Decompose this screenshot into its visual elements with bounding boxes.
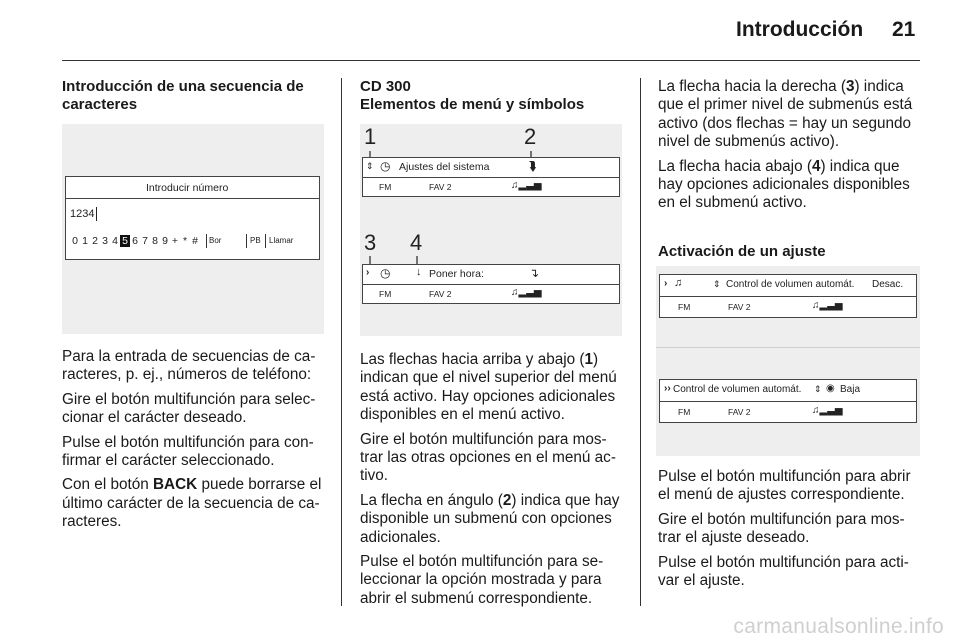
column-divider-1 [341,78,342,606]
character-list [70,235,200,247]
paragraph: Pulse el botón multifunción para acti- var el ajuste. [658,553,909,590]
character-option[interactable]: 3 [102,235,108,247]
paragraph: Con el botón BACK puede borrarse el último carácter de la secuencia de ca- racteres. [62,476,322,531]
page-title: Introducción [736,18,864,41]
music-signal-icon: ♫▂▃▅ [812,300,843,311]
display-screen [659,379,917,423]
character-option[interactable]: 6 [132,235,138,247]
column-3-body [658,468,934,596]
favourite-label: FAV 2 [728,407,751,417]
screen-separator [363,284,619,285]
menu-item-label: Control de volumen automát. [673,384,802,395]
figure-divider [656,347,920,348]
music-signal-icon: ♫▂▃▅ [511,287,542,298]
callout-1: 1 [364,124,377,149]
column-1 [62,78,326,114]
angled-arrow-icon: ⮯ [529,159,537,173]
paragraph: Para la entrada de secuencias de ca- racteres, p. ej., números de teléfono: [62,348,316,384]
paragraph: La flecha hacia la derecha (3) indica que el primer nivel de submenús está activo (dos flechas = hay un segundo nivel de submenús activo). [658,78,913,151]
paragraph: Pulse el botón multifunción para con- firmar el carácter seleccionado. [62,433,314,470]
paragraph: Pulse el botón multifunción para se- leccionar la opción mostrada y para abrir el submenú correspondiente. [360,553,604,607]
screen-title: Introducir número [146,182,229,194]
right-arrow-icon: › [664,278,668,289]
radio-selected-icon: ◉ [826,383,835,394]
paragraph: Gire el botón multifunción para mos- trar las otras opciones en el menú ac- tivo. [360,430,616,485]
music-signal-icon: ♫▂▃▅ [511,180,542,191]
figure-menu-symbols [360,124,622,336]
character-option[interactable]: # [192,235,198,247]
menu-item-label: Poner hora: [429,268,484,280]
down-arrow-icon: ↓ [416,266,422,278]
screen-separator [660,296,916,297]
section-heading: Introducción de una secuencia de caracteres [62,78,304,113]
paragraph: Gire el botón multifunción para mos- trar el ajuste deseado. [658,510,905,547]
paragraph: La flecha en ángulo (2) indica que hay disponible un submenú con opciones adicionales. [360,491,620,546]
softkey-delete[interactable]: Bor [206,234,221,248]
callout-4: 4 [410,230,423,255]
display-screen [362,157,620,197]
character-option[interactable]: 1 [82,235,88,247]
callout-2: 2 [524,124,537,149]
column-2-body [360,351,636,614]
display-screen [362,264,620,304]
character-option[interactable]: 2 [92,235,98,247]
screen-separator [66,198,319,199]
entered-digits: 1234 [70,207,97,221]
column-1-body [62,348,332,538]
header-rule [62,60,920,61]
page-number: 21 [892,18,916,41]
menu-item-label: Ajustes del sistema [399,161,490,173]
section-heading: Activación de un ajuste [658,243,826,260]
up-down-arrows-icon: ⇕ [713,279,721,289]
clock-icon: ◷ [380,159,391,173]
display-screen [65,176,320,260]
character-selected[interactable]: 5 [120,235,130,247]
band-label: FM [379,182,392,192]
display-screen [659,274,917,318]
column-3-top [658,78,928,219]
paragraph: La flecha hacia abajo (4) indica que hay opciones adicionales disponibles en el submenú activo. [658,157,910,212]
character-option[interactable]: 7 [142,235,148,247]
music-signal-icon: ♫▂▃▅ [812,405,843,416]
screen-separator [660,401,916,402]
setting-value: Desac. [872,279,904,290]
character-option[interactable]: 9 [162,235,168,247]
softkey-call[interactable]: Llamar [265,234,293,248]
favourite-label: FAV 2 [429,182,452,192]
music-note-icon: ♫ [674,277,683,289]
clock-icon: ◷ [380,266,391,280]
softkey-phonebook[interactable]: PB [246,234,261,248]
menu-item-label: Control de volumen automát. [726,279,855,290]
character-option[interactable]: 0 [72,235,78,247]
column-divider-2 [640,78,641,606]
paragraph: Las flechas hacia arriba y abajo (1) indican que el nivel superior del menú está activo. Hay opciones adicionales disponibles en el menú activo. [360,351,617,424]
character-option[interactable]: 8 [152,235,158,247]
band-label: FM [678,407,691,417]
callout-3: 3 [364,230,377,255]
character-option[interactable]: * [182,235,188,247]
paragraph: Gire el botón multifunción para selec- cionar el carácter deseado. [62,390,316,427]
character-option[interactable]: + [171,235,179,247]
up-down-arrows-icon: ⇕ [366,161,374,171]
section-heading: CD 300 Elementos de menú y símbolos [360,78,585,113]
setting-value: Baja [840,384,861,395]
figure-setting-activation [656,266,920,456]
watermark[interactable]: carmanualsonline.info [733,615,944,638]
paragraph: Pulse el botón multifunción para abrir el menú de ajustes correspondiente. [658,468,911,504]
figure-number-input [62,124,324,334]
band-label: FM [678,302,691,312]
angled-arrow-icon: ↴ [529,266,540,280]
favourite-label: FAV 2 [429,289,452,299]
up-down-arrows-icon: ⇕ [814,384,822,394]
character-option[interactable]: 4 [112,235,118,247]
band-label: FM [379,289,392,299]
character-row [70,235,200,247]
favourite-label: FAV 2 [728,302,751,312]
right-arrow-icon: › [366,267,370,278]
double-right-arrow-icon: ›› [664,383,671,394]
screen-separator [363,177,619,178]
